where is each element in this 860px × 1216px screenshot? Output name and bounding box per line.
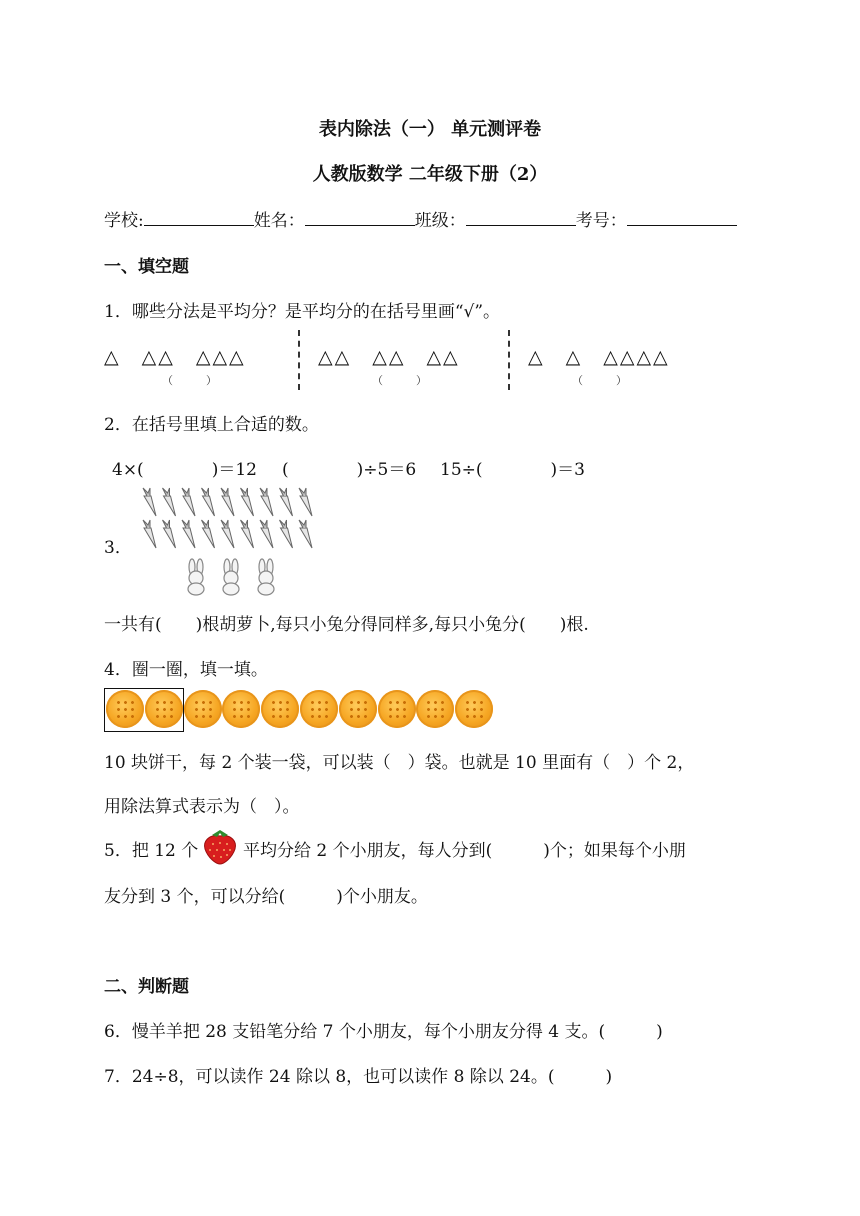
carrot-icon [221, 488, 234, 516]
class-label: 班级： [414, 211, 466, 231]
question-4-line-2[interactable]: 用除法算式表示为（ ）。 [104, 797, 300, 817]
cookie-icon [455, 690, 493, 728]
carrot-icon [182, 520, 195, 548]
question-5-part-2[interactable]: 平均分给 2 个小朋友，每人分到( )个；如果每个小朋 [243, 841, 686, 861]
section-heading-true-false: 二、判断题 [104, 977, 189, 997]
cookie-icon [339, 690, 377, 728]
carrot-icon [299, 488, 312, 516]
question-3-number: 3． [104, 538, 132, 558]
exam-number-label: 考号： [575, 211, 627, 231]
question-3-text[interactable]: 一共有( )根胡萝卜,每只小兔分得同样多,每只小兔分( )根. [104, 615, 589, 635]
class-blank[interactable] [466, 207, 576, 226]
carrot-icon [241, 520, 254, 548]
cookie-icon [261, 690, 299, 728]
school-blank[interactable] [144, 207, 254, 226]
carrot-icon [182, 488, 195, 516]
carrot-icon [221, 520, 234, 548]
rabbit-icon [258, 559, 274, 595]
question-4-line-1[interactable]: 10 块饼干，每 2 个装一袋，可以装（ ）袋。也就是 10 里面有（ ）个 2， [104, 753, 695, 773]
school-label: 学校: [104, 211, 144, 231]
cookie-icon [184, 690, 222, 728]
carrot-icon [202, 488, 215, 516]
cookie-icon [145, 690, 183, 728]
page-subtitle: 人教版数学 二年级下册（2） [312, 164, 548, 185]
question-6-text[interactable]: 6．慢羊羊把 28 支铅笔分给 7 个小朋友，每个小朋友分得 4 支。( ) [104, 1022, 663, 1042]
carrot-icon [280, 520, 293, 548]
triangle-group-1: △ △△ △△△ [104, 346, 246, 368]
cookie-icon [416, 690, 454, 728]
question-1-text: 1．哪些分法是平均分？是平均分的在括号里画“√”。 [104, 302, 501, 322]
exam-number-blank[interactable] [627, 207, 737, 226]
rabbit-icon [188, 559, 204, 595]
carrot-icon [163, 488, 176, 516]
carrot-icon [280, 488, 293, 516]
carrot-icon [260, 488, 273, 516]
name-label: 姓名： [253, 211, 305, 231]
strawberry-icon [200, 826, 240, 866]
cookie-icon [222, 690, 260, 728]
question-4-text: 4．圈一圈，填一填。 [104, 660, 268, 680]
info-fields [104, 206, 737, 231]
rabbits-picture [178, 558, 288, 596]
rabbit-icon [223, 559, 239, 595]
carrot-icon [241, 488, 254, 516]
question-2-expr-3[interactable]: 15÷( )＝3 [440, 460, 585, 480]
cookie-icon [378, 690, 416, 728]
question-7-text[interactable]: 7．24÷8，可以读作 24 除以 8，也可以读作 8 除以 24。( ) [104, 1067, 613, 1087]
carrot-icon [143, 488, 156, 516]
cookie-icon [300, 690, 338, 728]
carrot-icon [299, 520, 312, 548]
answer-paren-3[interactable]: （ ） [572, 374, 627, 387]
question-5-line-2[interactable]: 友分到 3 个，可以分给( )个小朋友。 [104, 887, 428, 907]
question-5-part-1: 5．把 12 个 [104, 841, 199, 861]
carrot-icon [163, 520, 176, 548]
section-heading-fill-in: 一、填空题 [104, 257, 189, 277]
question-2-expr-2[interactable]: ( )÷5＝6 [282, 460, 417, 480]
triangle-group-2: △△ △△ △△ [318, 346, 460, 368]
answer-paren-2[interactable]: （ ） [372, 374, 427, 387]
triangle-group-3: △ △ △△△△ [528, 346, 670, 368]
answer-paren-1[interactable]: （ ） [162, 374, 217, 387]
carrot-icon [202, 520, 215, 548]
page-title: 表内除法（一） 单元测评卷 [318, 119, 542, 140]
name-blank[interactable] [305, 207, 415, 226]
carrots-picture [136, 484, 326, 554]
divider-dashed-1 [298, 330, 300, 390]
question-2-text: 2．在括号里填上合适的数。 [104, 415, 319, 435]
divider-dashed-2 [508, 330, 510, 390]
question-2-expr-1[interactable]: 4×( )＝12 [112, 460, 257, 480]
cookie-icon [106, 690, 144, 728]
carrot-icon [143, 520, 156, 548]
carrot-icon [260, 520, 273, 548]
